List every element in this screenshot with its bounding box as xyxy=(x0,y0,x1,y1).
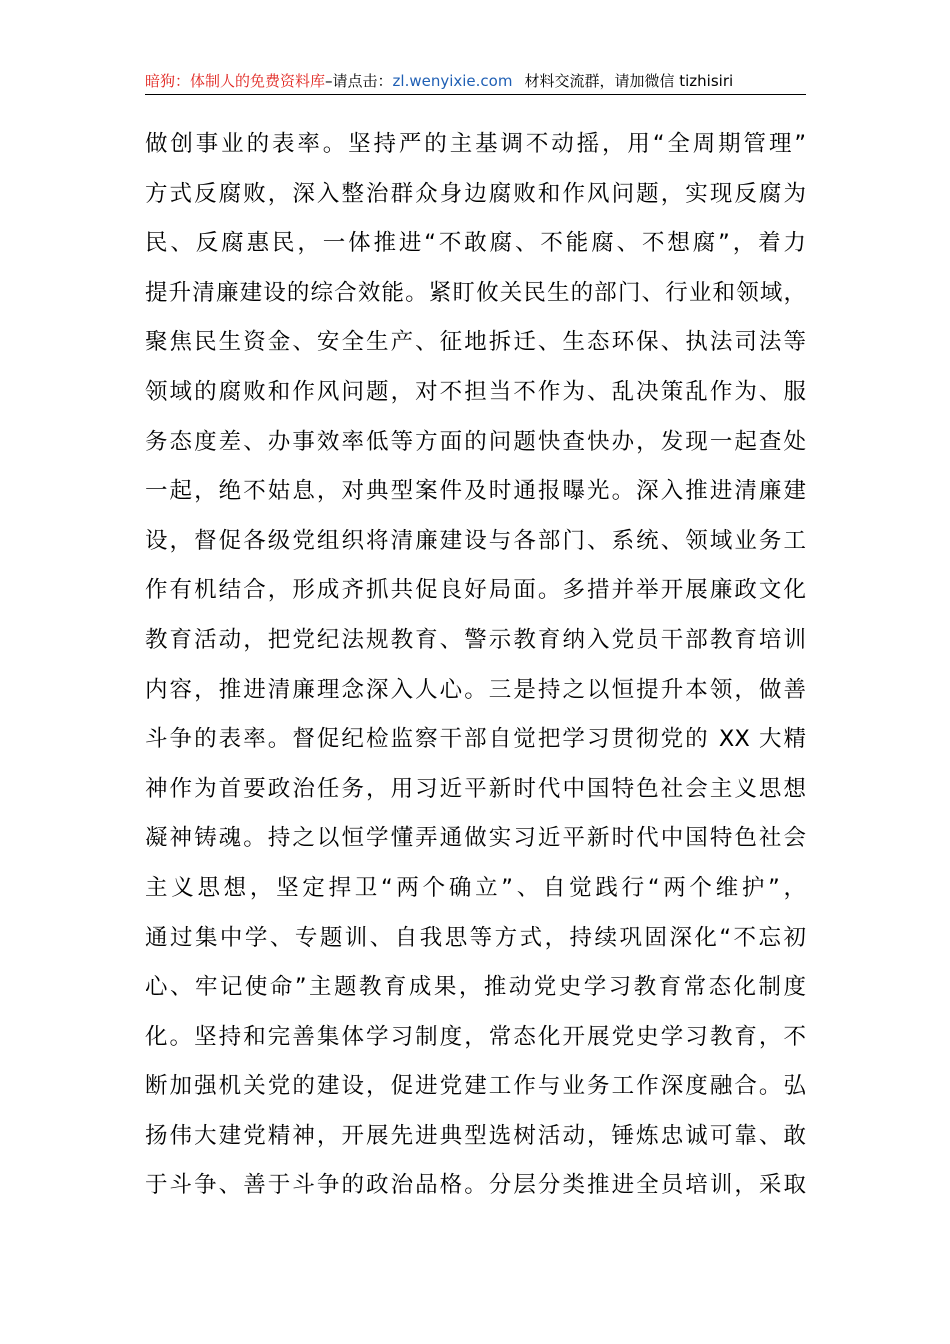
text-line: 一起，绝不姑息，对典型案件及时通报曝光。深入推进清廉建 xyxy=(145,478,806,505)
document-body xyxy=(145,120,806,1211)
text-line: 方式反腐败，深入整治群众身边腐败和作风问题，实现反腐为 xyxy=(145,180,806,207)
header-link-prefix: –请点击： xyxy=(325,72,393,90)
text-line: 作有机结合，形成齐抓共促良好局面。多措并举开展廉政文化 xyxy=(145,577,806,604)
text-line: 于斗争、善于斗争的政治品格。分层分类推进全员培训，采取 xyxy=(145,1172,806,1199)
text-line: 内容，推进清廉理念深入人心。三是持之以恒提升本领，做善 xyxy=(145,676,806,703)
page-header xyxy=(145,68,806,95)
text-line: 扬伟大建党精神，开展先进典型选树活动，锤炼忠诚可靠、敢 xyxy=(145,1122,806,1149)
text-line: 通过集中学、专题训、自我思等方式，持续巩固深化“不忘初 xyxy=(145,924,806,951)
text-line: 化。坚持和完善集体学习制度，常态化开展党史学习教育，不 xyxy=(145,1023,806,1050)
text-line: 断加强机关党的建设，促进党建工作与业务工作深度融合。弘 xyxy=(145,1073,806,1100)
text-line: 神作为首要政治任务，用习近平新时代中国特色社会主义思想 xyxy=(145,775,806,802)
text-line: 务态度差、办事效率低等方面的问题快查快办，发现一起查处 xyxy=(145,428,806,455)
header-link[interactable]: zl.wenyixie.com xyxy=(392,72,513,90)
text-line: 凝神铸魂。持之以恒学懂弄通做实习近平新时代中国特色社会 xyxy=(145,825,806,852)
text-line: 斗争的表率。督促纪检监察干部自觉把学习贯彻党的 XX 大精 xyxy=(145,726,806,753)
text-line: 心、牢记使命”主题教育成果，推动党史学习教育常态化制度 xyxy=(145,974,806,1001)
text-line: 主义思想，坚定捍卫“两个确立”、自觉践行“两个维护”， xyxy=(145,874,806,901)
text-line: 做创事业的表率。坚持严的主基调不动摇，用“全周期管理” xyxy=(145,131,806,157)
header-contact: 材料交流群，请加微信 tizhisiri xyxy=(524,72,734,90)
text-line: 提升清廉建设的综合效能。紧盯攸关民生的部门、行业和领域， xyxy=(145,279,806,306)
text-line: 民、反腐惠民，一体推进“不敢腐、不能腐、不想腐”，着力 xyxy=(145,230,806,257)
text-line: 设，督促各级党组织将清廉建设与各部门、系统、领域业务工 xyxy=(145,527,806,554)
text-line: 教育活动，把党纪法规教育、警示教育纳入党员干部教育培训 xyxy=(145,626,806,653)
text-line: 聚焦民生资金、安全生产、征地拆迁、生态环保、执法司法等 xyxy=(145,329,806,356)
header-brand: 暗狗：体制人的免费资料库 xyxy=(145,72,326,90)
text-line: 领域的腐败和作风问题，对不担当不作为、乱决策乱作为、服 xyxy=(145,378,806,405)
